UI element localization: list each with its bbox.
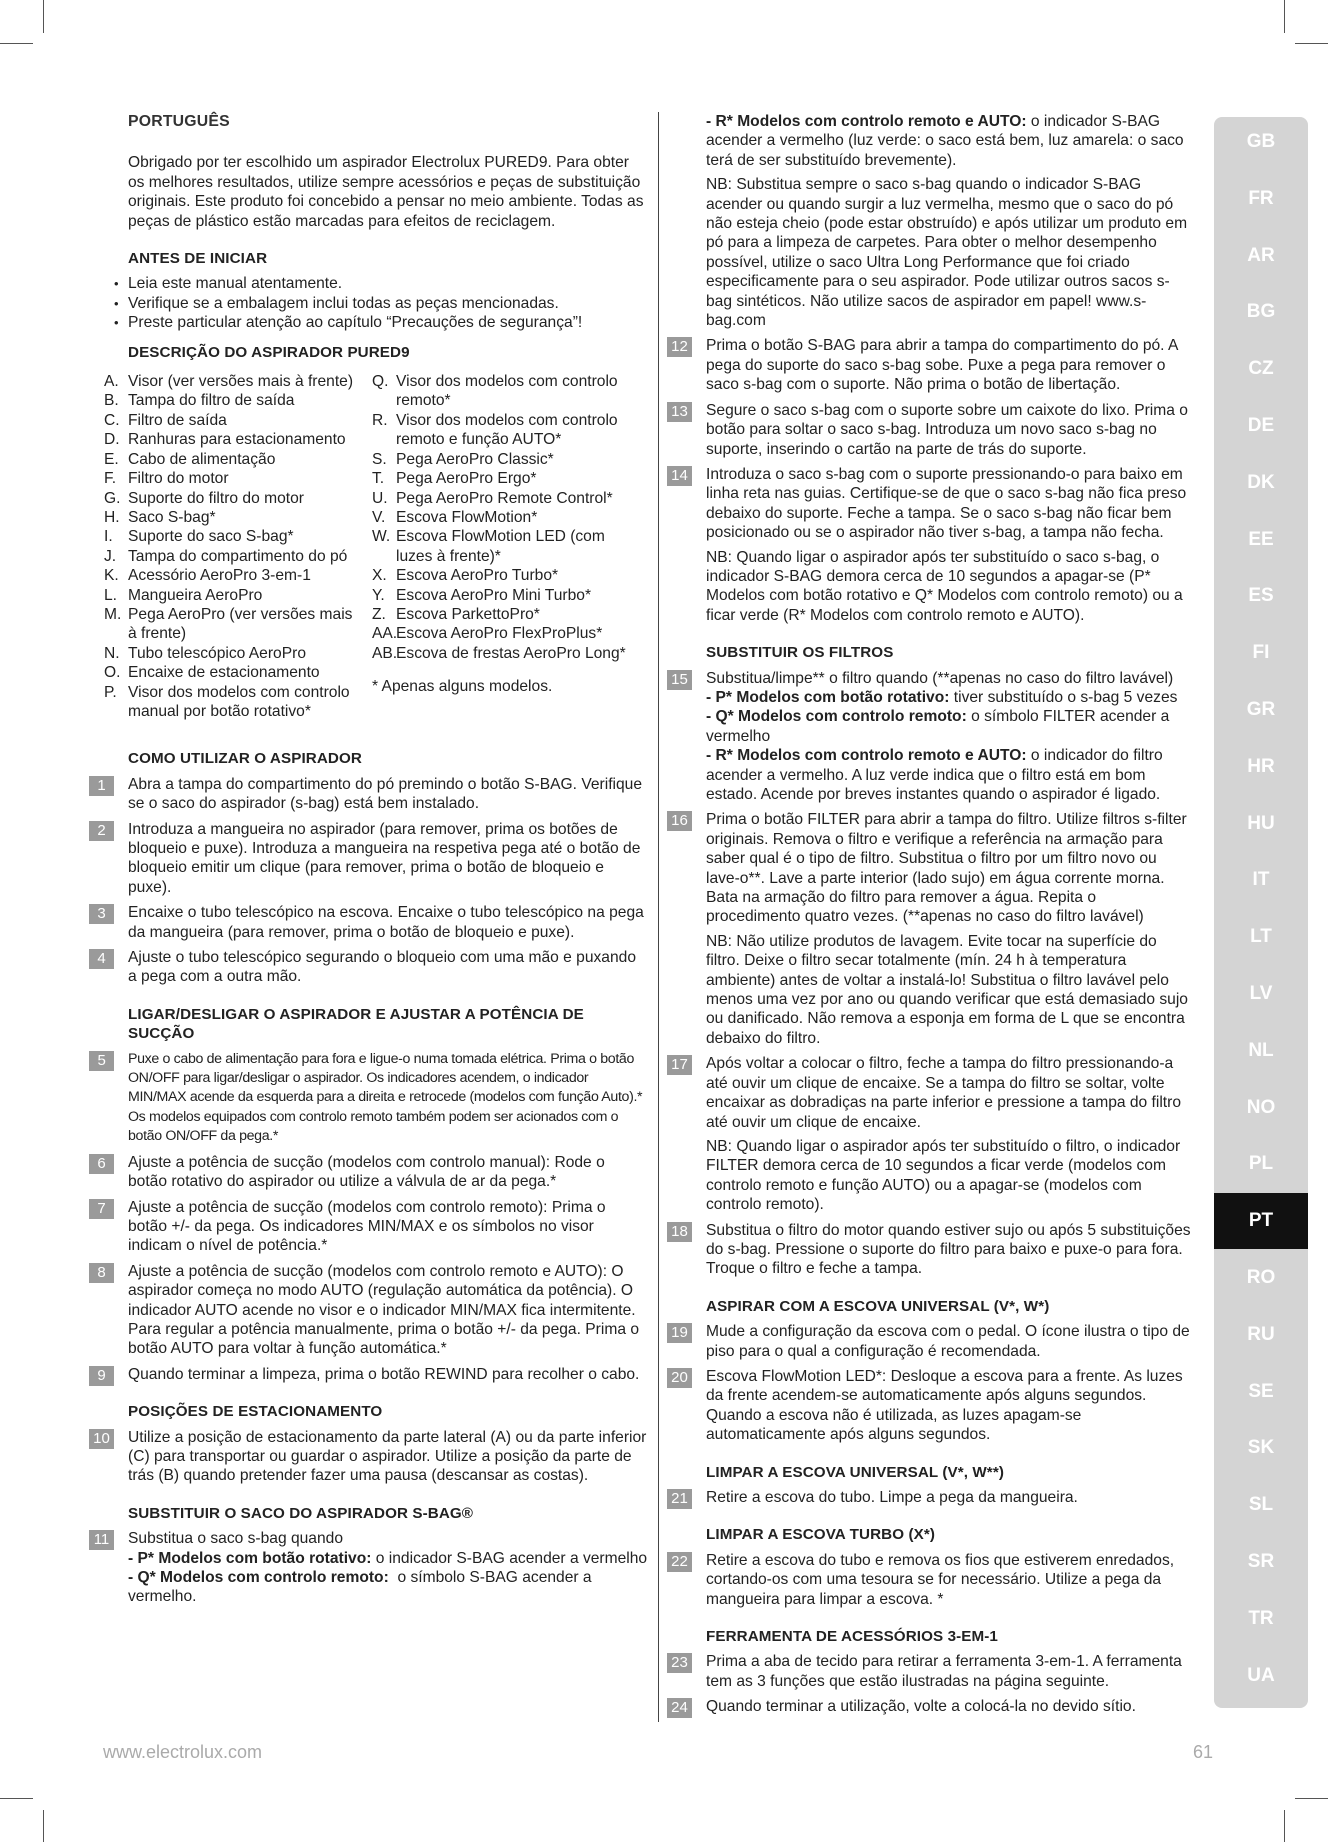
step-number: 20 xyxy=(667,1368,692,1388)
step xyxy=(671,401,1194,459)
step-text: Prima o botão S-BAG para abrir a tampa do compartimento do pó. A pega do suporte do saco s-bag sobe. Puxe a pega para remover o saco s-bag com o suporte. Não prima o botão de libertação. xyxy=(706,337,1178,394)
step-number: 4 xyxy=(89,949,114,969)
left-column xyxy=(93,112,648,1613)
part-item xyxy=(104,372,364,391)
part-label: Filtro de saída xyxy=(128,411,227,429)
part-item xyxy=(372,586,632,605)
part-label: Escova ParkettoPro* xyxy=(396,605,540,623)
step-text: Substitua o saco s-bag quando xyxy=(128,1530,344,1548)
step-number: 3 xyxy=(89,904,114,924)
crop-mark xyxy=(1284,0,1285,33)
step xyxy=(671,336,1194,394)
part-label: Mangueira AeroPro xyxy=(128,586,263,604)
part-label: Encaixe de estacionamento xyxy=(128,664,320,682)
parts-note: * Apenas alguns modelos. xyxy=(372,678,553,696)
step xyxy=(671,810,1194,1048)
language-tab-gr[interactable]: GR xyxy=(1246,699,1276,720)
step-text: Ajuste o tubo telescópico segurando o bloqueio com uma mão e puxando a pega com a outra mão. xyxy=(128,949,636,986)
step-text: Escova FlowMotion LED*: Desloque a escova para a frente. As luzes da frente acendem-se automaticamente após alguns segundos. Quando a escova não é utilizada, as luzes apagam-se automaticamente após alguns segundos. xyxy=(706,1367,1183,1444)
part-key: P. xyxy=(104,683,117,701)
language-tab-lv[interactable]: LV xyxy=(1249,983,1273,1004)
step xyxy=(97,1050,648,1147)
model-text: o indicador S-BAG acender a vermelho (luz verde: o saco está bem, luz amarela: o saco terá de ser substituído brevemente). xyxy=(706,113,1184,169)
clean-turbo-heading: LIMPAR A ESCOVA TURBO (X*) xyxy=(706,1526,936,1544)
step-number: 13 xyxy=(667,402,692,422)
language-tab-sl[interactable]: SL xyxy=(1248,1494,1274,1516)
model-label: - Q* Modelos com controlo remoto: xyxy=(128,1569,389,1586)
part-key: A. xyxy=(104,373,119,391)
page-title: PORTUGUÊS xyxy=(128,113,230,130)
part-item xyxy=(104,430,364,449)
part-label: Suporte do saco S-bag* xyxy=(128,528,294,546)
step xyxy=(671,1367,1194,1445)
step-number: 22 xyxy=(667,1552,692,1572)
step-line xyxy=(128,1568,648,1607)
step xyxy=(671,1697,1194,1717)
crop-mark xyxy=(0,1798,33,1799)
crop-mark xyxy=(0,43,33,44)
part-label: Escova AeroPro Turbo* xyxy=(396,567,559,585)
part-item xyxy=(104,527,364,546)
part-key: AB. xyxy=(372,644,398,662)
step-line xyxy=(128,1549,648,1568)
step-number: 5 xyxy=(89,1051,114,1071)
step-number: 10 xyxy=(89,1429,114,1449)
part-key: R. xyxy=(372,411,388,429)
step-number: 6 xyxy=(89,1154,114,1174)
step-number: 7 xyxy=(89,1199,114,1219)
step xyxy=(671,1322,1194,1361)
step-number: 24 xyxy=(667,1698,692,1718)
part-label: Cabo de alimentação xyxy=(128,450,276,468)
language-tab-fi[interactable]: FI xyxy=(1252,642,1270,664)
model-text: tiver substituído o s-bag 5 vezes xyxy=(949,688,1178,706)
part-key: J. xyxy=(104,547,117,565)
step-text: Após voltar a colocar o filtro, feche a tampa do filtro pressionando-a até ouvir um clique de encaixe. Se a tampa do filtro se soltar, volte encaixar as dobradiças na parte inferior e pressione a tampa do filtro até ouvir um clique de encaixe. xyxy=(706,1055,1182,1131)
step-number: 21 xyxy=(667,1489,692,1509)
crop-mark xyxy=(1295,43,1328,44)
tool-heading: FERRAMENTA DE ACESSÓRIOS 3-EM-1 xyxy=(706,1628,998,1646)
step-text: Abra a tampa do compartimento do pó premindo o botão S-BAG. Verifique se o saco do aspirador (s-bag) está bem instalado. xyxy=(128,775,643,813)
step-number: 9 xyxy=(89,1366,114,1386)
model-text: o símbolo FILTER acender a vermelho xyxy=(706,708,1170,745)
part-item xyxy=(104,547,364,566)
language-tab-dk[interactable]: DK xyxy=(1247,471,1275,493)
step-number: 17 xyxy=(667,1055,692,1075)
step-text: Substitua o filtro do motor quando estiver sujo ou após 5 substituições do s-bag. Pressione o suporte do filtro para baixo e puxe-o para fora. Troque o filtro e feche a tampa. xyxy=(706,1221,1191,1278)
model-text: o indicador do filtro acender a vermelho. A luz verde indica que o filtro está em bom estado. Acende por breves instantes quando o aspirador é ligado. xyxy=(706,747,1163,803)
language-tab-de[interactable]: DE xyxy=(1247,415,1275,436)
part-item xyxy=(104,605,364,644)
clean-universal-heading: LIMPAR A ESCOVA UNIVERSAL (V*, W**) xyxy=(706,1463,1004,1481)
model-text: o símbolo S-BAG acender a vermelho. xyxy=(128,1569,596,1606)
part-label: Visor dos modelos com controlo manual por botão rotativo* xyxy=(128,683,350,720)
step-number: 8 xyxy=(89,1263,114,1283)
footer-url: www.electrolux.com xyxy=(103,1742,263,1762)
part-label: Escova FlowMotion LED (com luzes à frente)* xyxy=(396,528,605,565)
part-label: Visor dos modelos com controlo remoto e função AUTO* xyxy=(396,411,618,449)
part-item xyxy=(104,469,364,488)
part-key: E. xyxy=(104,450,119,468)
step-text: Utilize a posição de estacionamento da parte lateral (A) ou da parte inferior (C) para transportar ou guardar o aspirador. Utilize a posição da parte de trás (B) quando pretender fazer uma pausa (descansar as costas). xyxy=(128,1428,647,1485)
step-text: Ajuste a potência de sucção (modelos com controlo manual): Rode o botão rotativo do aspirador ou utilize a válvula de ar da pega.* xyxy=(128,1153,605,1191)
step-text: Segure o saco s-bag com o suporte sobre um caixote do lixo. Prima o botão para soltar o saco s-bag. Introduza um novo saco s-bag no suporte, inserindo o cartão na parte de trás do suporte. xyxy=(706,401,1188,458)
part-key: C. xyxy=(104,411,120,429)
part-label: Pega AeroPro Remote Control* xyxy=(396,489,613,507)
step xyxy=(93,1529,648,1607)
part-item xyxy=(104,644,364,663)
part-item xyxy=(372,566,632,585)
part-key: T. xyxy=(372,470,385,488)
language-tab-ro[interactable]: RO xyxy=(1246,1267,1276,1288)
step-text: Quando terminar a limpeza, prima o botão REWIND para recolher o cabo. xyxy=(128,1365,640,1383)
part-label: Tampa do compartimento do pó xyxy=(128,547,348,565)
before-start-heading: ANTES DE INICIAR xyxy=(128,250,268,268)
universal-heading: ASPIRAR COM A ESCOVA UNIVERSAL (V*, W*) xyxy=(706,1297,1050,1315)
step xyxy=(97,1365,648,1384)
power-heading: LIGAR/DESLIGAR O ASPIRADOR E AJUSTAR A POTÊNCIA DE SUCÇÃO xyxy=(128,1005,584,1043)
list-item: • Verifique se a embalagem inclui todas as peças mencionadas. xyxy=(128,294,648,313)
part-label: Pega AeroPro Ergo* xyxy=(396,470,537,488)
right-column xyxy=(671,112,1194,1723)
crop-mark xyxy=(43,0,44,33)
model-text: o indicador S-BAG acender a vermelho xyxy=(371,1549,648,1567)
part-key: S. xyxy=(372,450,387,468)
step xyxy=(97,903,648,942)
part-key: Z. xyxy=(372,605,386,623)
language-tab-ee[interactable]: EE xyxy=(1248,528,1274,550)
step-text: Retire a escova do tubo e remova os fios que estiverem enredados, cortando-os com uma tesoura se for necessário. Utilize a pega da mangueira para limpar a escova. * xyxy=(706,1551,1175,1608)
language-tab-ru[interactable]: RU xyxy=(1247,1323,1275,1345)
description-heading: DESCRIÇÃO DO ASPIRADOR PURED9 xyxy=(128,343,410,361)
step-number: 19 xyxy=(667,1323,692,1343)
step-text: Retire a escova do tubo. Limpe a pega da mangueira. xyxy=(706,1489,1078,1506)
intro-text: Obrigado por ter escolhido um aspirador Electrolux PURED9. Para obter os melhores resultados, utilize sempre acessórios e peças de substituição originais. Este produto foi concebido a pensar no meio ambiente. Todas as peças de plástico estão marcadas para efeitos de reciclagem. xyxy=(128,154,644,230)
part-key: F. xyxy=(104,470,117,488)
model-label: - Q* Modelos com controlo remoto: xyxy=(706,708,967,726)
part-key: B. xyxy=(104,392,119,410)
part-label: Pega AeroPro (ver versões mais à frente) xyxy=(128,605,353,643)
step-number: 12 xyxy=(667,337,692,357)
part-item xyxy=(104,508,364,527)
parts-column-2 xyxy=(372,372,632,721)
parts-column-1 xyxy=(104,372,364,721)
language-tab-cz[interactable]: CZ xyxy=(1248,358,1274,380)
language-tab-sk[interactable]: SK xyxy=(1247,1437,1275,1459)
step xyxy=(97,948,648,987)
step-number: 18 xyxy=(667,1222,692,1242)
step-number: 2 xyxy=(89,821,114,841)
step xyxy=(671,669,1194,805)
model-label: - R* Modelos com controlo remoto e AUTO: xyxy=(706,113,1027,130)
column-divider xyxy=(658,112,659,1722)
step xyxy=(97,1262,648,1359)
step-line xyxy=(706,112,1194,170)
part-label: Acessório AeroPro 3-em-1 xyxy=(128,567,311,585)
step-line xyxy=(706,688,1194,707)
language-tab-sr[interactable]: SR xyxy=(1247,1551,1275,1572)
part-key: O. xyxy=(104,664,121,682)
crop-mark xyxy=(1295,1798,1328,1799)
part-item xyxy=(104,450,364,469)
step-text: Quando terminar a utilização, volte a colocá-la no devido sítio. xyxy=(706,1698,1136,1716)
step-text: Encaixe o tubo telescópico na escova. Encaixe o tubo telescópico na pega da mangueira (para remover, prima o botão de bloqueio e puxe). xyxy=(128,904,644,941)
part-item xyxy=(104,586,364,605)
language-tab-nl[interactable]: NL xyxy=(1248,1039,1274,1061)
part-label: Tampa do filtro de saída xyxy=(128,392,295,410)
part-label: Escova AeroPro FlexProPlus* xyxy=(396,625,603,643)
model-label: - P* Modelos com botão rotativo: xyxy=(706,688,950,706)
part-item xyxy=(372,469,632,488)
language-tab-hr[interactable]: HR xyxy=(1247,755,1275,777)
language-tab-es[interactable]: ES xyxy=(1248,585,1274,607)
language-tab-se[interactable]: SE xyxy=(1248,1380,1274,1402)
step-text: Prima o botão FILTER para abrir a tampa do filtro. Utilize filtros s-filter originais. Remova o filtro e verifique a referência na armação para saber qual é o tipo de filtro. Substitua o filtro por um filtro novo ou lave-o**. Lave a parte interior (lado sujo) em água corrente morna. Bata na armação do filtro para remover a água. Repita o procedimento quatro vezes. (**apenas no caso do filtro lavável) xyxy=(706,811,1187,926)
note-text: NB: Quando ligar o aspirador após ter substituído o saco s-bag, o indicador S-BAG demora cerca de 10 segundos a apagar-se (P* Modelos com botão rotativo e Q* Modelos com controlo remoto) ou a ficar verde (R* Modelos com controlo remoto e AUTO). xyxy=(706,548,1183,624)
step xyxy=(97,820,648,898)
step-text: Prima a aba de tecido para retirar a ferramenta 3-em-1. A ferramenta tem as 3 funções que estão ilustradas na página seguinte. xyxy=(706,1653,1182,1690)
part-item xyxy=(104,663,364,682)
crop-mark xyxy=(1284,1810,1285,1842)
part-label: Visor (ver versões mais à frente) xyxy=(128,373,354,391)
part-key: L. xyxy=(104,586,118,604)
part-key: V. xyxy=(372,508,386,526)
language-tab-fr[interactable]: FR xyxy=(1248,187,1274,209)
language-tab-no[interactable]: NO xyxy=(1246,1096,1276,1118)
language-tab-hu[interactable]: HU xyxy=(1247,812,1275,834)
part-key: AA. xyxy=(372,625,398,643)
model-label: - R* Modelos com controlo remoto e AUTO: xyxy=(706,747,1027,765)
part-key: K. xyxy=(104,567,119,585)
step-number: 15 xyxy=(667,670,692,690)
part-item xyxy=(104,683,364,722)
part-label: Filtro do motor xyxy=(128,470,229,488)
language-tab-lt[interactable]: LT xyxy=(1250,926,1272,948)
step-continued xyxy=(706,112,1194,330)
part-item xyxy=(372,450,632,469)
step xyxy=(97,1153,648,1192)
language-tab-pt[interactable]: PT xyxy=(1214,1193,1308,1249)
part-label: Suporte do filtro do motor xyxy=(128,489,304,507)
part-item xyxy=(104,489,364,508)
model-label: - P* Modelos com botão rotativo: xyxy=(128,1549,372,1567)
before-start-list xyxy=(128,274,648,332)
step-text: Ajuste a potência de sucção (modelos com controlo remoto): Prima o botão +/- da pega. Os indicadores MIN/MAX e os símbolos no visor indicam o nível de potência.* xyxy=(128,1198,606,1255)
step-text: Puxe o cabo de alimentação para fora e ligue-o numa tomada elétrica. Prima o botão ON/OFF para ligar/desligar o aspirador. Os indicadores acendem, o indicador MIN/MAX acende da esquerda para a direita e retrocede (modelos com função Auto).* Os modelos equipados com controlo remoto também podem ser acionados com o botão ON/OFF da pega.* xyxy=(128,1050,643,1145)
filters-heading: SUBSTITUIR OS FILTROS xyxy=(706,644,894,662)
language-tab-ua[interactable]: UA xyxy=(1247,1664,1275,1686)
note-text: NB: Quando ligar o aspirador após ter substituído o filtro, o indicador FILTER demora cerca de 10 segundos a ficar verde (modelos com controlo remoto e função AUTO) ou a apagar-se (modelos com controlo remoto). xyxy=(706,1137,1181,1214)
part-item xyxy=(104,411,364,430)
page-number: 61 xyxy=(1193,1742,1214,1762)
step xyxy=(671,1488,1194,1507)
parts-list xyxy=(104,372,648,721)
step-number: 16 xyxy=(667,811,692,831)
language-tab-bg[interactable]: BG xyxy=(1246,301,1276,323)
step xyxy=(97,1198,648,1256)
step xyxy=(671,1551,1194,1609)
part-key: H. xyxy=(104,508,120,526)
step xyxy=(97,775,648,814)
language-tab-tr[interactable]: TR xyxy=(1248,1607,1274,1629)
part-item xyxy=(372,644,632,663)
step-text: Mude a configuração da escova com o pedal. O ícone ilustra o tipo de piso para o qual a configuração é recomendada. xyxy=(706,1323,1190,1360)
step xyxy=(671,465,1194,625)
step-number: 23 xyxy=(667,1653,692,1673)
step-line xyxy=(706,707,1194,746)
part-key: M. xyxy=(104,605,122,623)
crop-mark xyxy=(43,1810,44,1842)
part-label: Escova de frestas AeroPro Long* xyxy=(396,644,626,662)
part-label: Pega AeroPro Classic* xyxy=(396,450,554,468)
step xyxy=(671,1652,1194,1691)
sbag-heading: SUBSTITUIR O SACO DO ASPIRADOR S-BAG® xyxy=(128,1504,474,1522)
step xyxy=(671,1054,1194,1214)
language-tab-it[interactable]: IT xyxy=(1252,869,1270,891)
step-number: 11 xyxy=(89,1530,114,1550)
step-line xyxy=(706,746,1194,804)
part-item xyxy=(372,527,632,566)
part-key: U. xyxy=(372,489,388,507)
part-key: I. xyxy=(104,528,113,546)
step-text: Substitua/limpe** o filtro quando (**apenas no caso do filtro lavável) xyxy=(706,669,1174,687)
language-tab-gb[interactable]: GB xyxy=(1246,131,1276,152)
part-key: G. xyxy=(104,489,121,507)
list-item: • Leia este manual atentamente. xyxy=(128,274,648,293)
note-text: NB: Substitua sempre o saco s-bag quando o indicador S-BAG acender ou quando surgir a luz vermelha, mesmo que o saco do pó não esteja cheio (pode estar obstruído) e após utilizar um produto em pó para a limpeza de carpetes. Para obter o melhor desempenho possível, utilize o saco Ultra Long Performance que foi criado especificamente para o seu aspirador. Pode utilizar outros sacos s-bag sintéticos. Não utilize sacos de aspirador em papel! www.s-bag.com xyxy=(706,176,1188,330)
part-key: Y. xyxy=(372,586,385,604)
step xyxy=(671,1221,1194,1279)
part-item xyxy=(372,489,632,508)
part-item xyxy=(372,372,632,411)
parking-heading: POSIÇÕES DE ESTACIONAMENTO xyxy=(128,1403,383,1421)
step-number: 14 xyxy=(667,466,692,486)
list-item: • Preste particular atenção ao capítulo “Precauções de segurança”! xyxy=(128,313,648,332)
part-item xyxy=(372,605,632,624)
step-number: 1 xyxy=(89,776,114,796)
language-tab-ar[interactable]: AR xyxy=(1247,244,1275,266)
part-label: Escova AeroPro Mini Turbo* xyxy=(396,586,592,604)
part-key: D. xyxy=(104,431,120,449)
part-label: Visor dos modelos com controlo remoto* xyxy=(396,373,618,410)
part-item xyxy=(372,624,632,643)
step-text: Introduza o saco s-bag com o suporte pressionando-o para baixo em linha reta nas guias. Certifique-se de que o saco s-bag não fica preso debaixo do suporte. Feche a tampa. Se o saco s-bag não ficar bem posicionado ou se o aspirador não tiver s-bag, a tampa não fecha. xyxy=(706,465,1187,542)
part-item xyxy=(372,508,632,527)
step xyxy=(93,1428,648,1486)
note-text: NB: Não utilize produtos de lavagem. Evite tocar na superfície do filtro. Deixe o filtro secar totalmente (mín. 24 h à temperatura ambiente) antes de voltar a instalá-lo! Substitua o filtro lavável pelo menos uma vez por ano ou quando verificar que está demasiado sujo ou danificado. Não remova a esponja em forma de L que se encontra debaixo do filtro. xyxy=(706,932,1188,1047)
how-to-use-heading: COMO UTILIZAR O ASPIRADOR xyxy=(128,750,362,768)
part-item xyxy=(104,391,364,410)
part-key: W. xyxy=(372,528,391,546)
part-label: Tubo telescópico AeroPro xyxy=(128,644,306,662)
part-label: Ranhuras para estacionamento xyxy=(128,431,346,449)
step-text: Ajuste a potência de sucção (modelos com controlo remoto e AUTO): O aspirador começa no modo AUTO (regulação automática da potência). O indicador AUTO acende no visor e o indicador MIN/MAX fica intermitente. Para regular a potência manualmente, prima o botão +/- da pega. Prima o botão AUTO para voltar à função automática.* xyxy=(128,1262,639,1358)
language-tab-pl[interactable]: PL xyxy=(1248,1153,1274,1175)
part-label: Saco S-bag* xyxy=(128,508,216,526)
step-text: Introduza a mangueira no aspirador (para remover, prima os botões de bloqueio e puxe). Introduza a mangueira na respetiva pega até o botão de bloqueio emitir um clique (para remover, prima o botão de bloqueio e puxe). xyxy=(128,820,641,896)
part-key: N. xyxy=(104,644,120,662)
part-label: Escova FlowMotion* xyxy=(396,508,538,526)
part-key: X. xyxy=(372,567,387,585)
part-item xyxy=(104,566,364,585)
part-item xyxy=(372,411,632,450)
part-key: Q. xyxy=(372,373,389,391)
